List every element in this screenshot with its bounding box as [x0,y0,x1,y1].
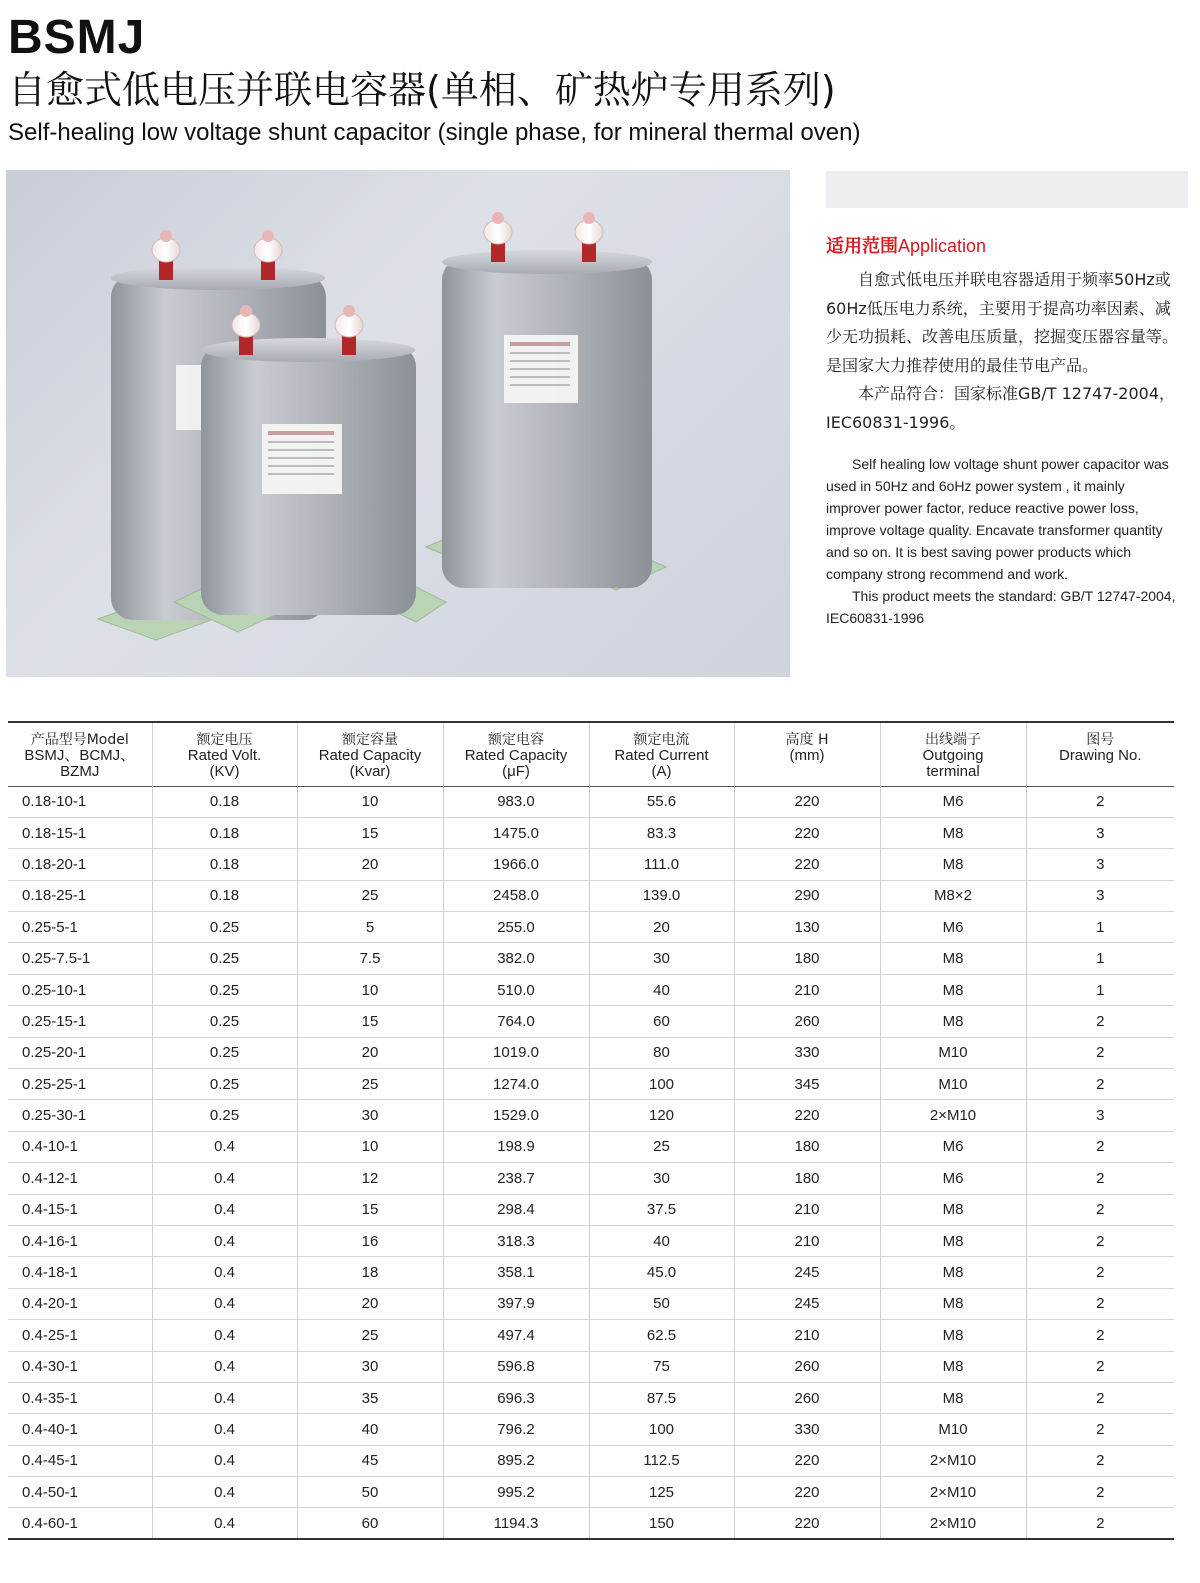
cell-model: 0.25-25-1 [8,1069,152,1100]
cell-rated-capacity-uf: 497.4 [443,1320,589,1351]
header-rated-current [589,722,734,786]
application-cn-paragraph-1: 自愈式低电压并联电容器适用于频率50Hz或60Hz低压电力系统，主要用于提高功率因素、减少无功损耗、改善电压质量，挖掘变压器容量等。是国家大力推荐使用的最佳节电产品。 [826,270,1179,375]
page-title-en: Self-healing low voltage shunt capacitor (single phase, for mineral thermal oven) [8,119,861,146]
cell-rated-current: 20 [589,912,734,943]
cell-model: 0.4-60-1 [8,1508,152,1539]
cell-outgoing-terminal: M10 [880,1069,1026,1100]
cell-drawing-no: 2 [1026,1194,1174,1225]
header-outgoing-terminal-line-3: terminal [926,763,980,780]
table-row [8,1508,1174,1539]
cell-outgoing-terminal: M8 [880,1194,1026,1225]
application-heading-en: Application [898,236,987,256]
cell-drawing-no: 1 [1026,943,1174,974]
cell-rated-volt: 0.25 [152,1069,297,1100]
cell-rated-capacity-kvar: 12 [297,1163,443,1194]
cell-outgoing-terminal: 2×M10 [880,1100,1026,1131]
cell-rated-current: 120 [589,1100,734,1131]
cell-rated-current: 111.0 [589,849,734,880]
cell-rated-current: 62.5 [589,1320,734,1351]
cell-outgoing-terminal: M6 [880,912,1026,943]
cell-rated-capacity-uf: 1966.0 [443,849,589,880]
header-outgoing-terminal-line-1: 出线端子 [925,732,981,748]
cell-rated-capacity-uf: 238.7 [443,1163,589,1194]
cell-rated-current: 100 [589,1069,734,1100]
cell-height: 220 [734,1508,880,1539]
cell-model: 0.4-35-1 [8,1382,152,1413]
cell-drawing-no: 2 [1026,1163,1174,1194]
header-rated-volt-line-2: Rated Volt. [187,747,262,764]
cell-rated-capacity-uf: 358.1 [443,1257,589,1288]
cell-rated-capacity-kvar: 15 [297,1006,443,1037]
application-cn-paragraph-2: 本产品符合：国家标准GB/T 12747-2004，IEC60831-1996。 [826,384,1176,432]
cell-drawing-no: 2 [1026,786,1174,817]
cell-rated-current: 50 [589,1288,734,1319]
cell-outgoing-terminal: 2×M10 [880,1477,1026,1508]
cell-drawing-no: 2 [1026,1382,1174,1413]
cell-rated-volt: 0.4 [152,1288,297,1319]
cell-rated-capacity-kvar: 20 [297,1288,443,1319]
cell-model: 0.4-10-1 [8,1131,152,1162]
cell-rated-capacity-uf: 983.0 [443,786,589,817]
cell-model: 0.25-20-1 [8,1037,152,1068]
header-drawing-no-line-1: 图号 [1086,732,1115,748]
header-rated-current-line-3: (A) [651,763,672,780]
cell-outgoing-terminal: M8 [880,974,1026,1005]
header-rated-capacity-uf-line-2: Rated Capacity [464,747,568,764]
cell-model: 0.4-16-1 [8,1225,152,1256]
cell-height: 220 [734,817,880,848]
cell-rated-capacity-kvar: 10 [297,1131,443,1162]
cell-rated-volt: 0.25 [152,1100,297,1131]
cell-rated-current: 150 [589,1508,734,1539]
cell-rated-capacity-kvar: 20 [297,1037,443,1068]
cell-rated-volt: 0.4 [152,1351,297,1382]
application-text-en [826,453,1178,629]
cell-rated-current: 37.5 [589,1194,734,1225]
cell-height: 260 [734,1006,880,1037]
cell-rated-volt: 0.18 [152,786,297,817]
cell-rated-capacity-kvar: 5 [297,912,443,943]
cell-rated-current: 40 [589,974,734,1005]
table-row [8,1414,1174,1445]
cell-rated-capacity-uf: 796.2 [443,1414,589,1445]
header-outgoing-terminal [880,722,1026,786]
cell-rated-capacity-kvar: 16 [297,1225,443,1256]
cell-model: 0.4-30-1 [8,1351,152,1382]
cell-rated-volt: 0.25 [152,912,297,943]
header-model-line-3: BZMJ [60,763,100,780]
cell-rated-volt: 0.4 [152,1131,297,1162]
cell-rated-current: 30 [589,943,734,974]
cell-rated-current: 80 [589,1037,734,1068]
cell-height: 180 [734,1163,880,1194]
header-model-line-1: 产品型号Model [30,732,129,748]
header-rated-volt-line-1: 额定电压 [196,732,253,748]
application-heading [826,232,986,258]
cell-model: 0.4-25-1 [8,1320,152,1351]
header-rated-capacity-uf-line-1: 额定电容 [488,732,544,748]
cell-rated-capacity-uf: 298.4 [443,1194,589,1225]
table-row [8,1037,1174,1068]
cell-rated-capacity-uf: 1274.0 [443,1069,589,1100]
cell-rated-capacity-kvar: 15 [297,817,443,848]
cell-model: 0.4-40-1 [8,1414,152,1445]
table-row [8,1257,1174,1288]
cell-drawing-no: 2 [1026,1257,1174,1288]
cell-outgoing-terminal: M8 [880,1006,1026,1037]
cell-rated-capacity-kvar: 7.5 [297,943,443,974]
page-title-cn: 自愈式低电压并联电容器(单相、矿热炉专用系列) [8,68,836,112]
table-row [8,1100,1174,1131]
table-row [8,1069,1174,1100]
cell-model: 0.4-18-1 [8,1257,152,1288]
cell-outgoing-terminal: M10 [880,1414,1026,1445]
cell-rated-current: 100 [589,1414,734,1445]
cell-rated-volt: 0.4 [152,1477,297,1508]
cell-rated-capacity-uf: 397.9 [443,1288,589,1319]
cell-outgoing-terminal: M6 [880,786,1026,817]
table-body [8,786,1174,1539]
cell-height: 220 [734,786,880,817]
cell-rated-volt: 0.18 [152,849,297,880]
application-text-cn [826,266,1178,437]
cell-outgoing-terminal: M10 [880,1037,1026,1068]
cell-model: 0.4-20-1 [8,1288,152,1319]
cell-drawing-no: 1 [1026,912,1174,943]
cell-rated-capacity-kvar: 50 [297,1477,443,1508]
cell-model: 0.18-20-1 [8,849,152,880]
cell-model: 0.4-15-1 [8,1194,152,1225]
cell-height: 210 [734,1194,880,1225]
cell-rated-capacity-uf: 1194.3 [443,1508,589,1539]
table-row [8,1382,1174,1413]
cell-height: 330 [734,1414,880,1445]
cell-height: 245 [734,1257,880,1288]
header-rated-volt-line-3: (KV) [209,763,240,780]
cell-rated-capacity-uf: 2458.0 [443,880,589,911]
table-row [8,1131,1174,1162]
cell-height: 290 [734,880,880,911]
table-row [8,1445,1174,1476]
header-model [8,722,152,786]
header-rated-current-line-1: 额定电流 [633,732,690,748]
cell-rated-current: 75 [589,1351,734,1382]
cell-rated-volt: 0.4 [152,1163,297,1194]
capacitor-front [174,305,446,632]
cell-height: 210 [734,1320,880,1351]
cell-rated-capacity-uf: 255.0 [443,912,589,943]
table-row [8,1163,1174,1194]
application-heading-cn: 适用范围 [826,236,898,257]
cell-drawing-no: 2 [1026,1508,1174,1539]
cell-rated-capacity-kvar: 10 [297,974,443,1005]
application-en-paragraph-2: This product meets the standard: GB/T 12747-2004, [852,588,1176,604]
cell-rated-capacity-uf: 1475.0 [443,817,589,848]
cell-model: 0.18-10-1 [8,786,152,817]
cell-drawing-no: 2 [1026,1288,1174,1319]
header-model-line-2: BSMJ、BCMJ、 [24,747,136,764]
cell-rated-volt: 0.25 [152,943,297,974]
table-row [8,880,1174,911]
cell-rated-capacity-kvar: 40 [297,1414,443,1445]
cell-model: 0.4-45-1 [8,1445,152,1476]
brand-name: BSMJ [8,11,146,64]
cell-rated-volt: 0.4 [152,1257,297,1288]
cell-rated-volt: 0.18 [152,817,297,848]
cell-drawing-no: 3 [1026,880,1174,911]
cell-rated-current: 83.3 [589,817,734,848]
cell-rated-capacity-kvar: 18 [297,1257,443,1288]
table-row [8,786,1174,817]
cell-outgoing-terminal: M8 [880,943,1026,974]
cell-rated-capacity-kvar: 25 [297,1069,443,1100]
cell-model: 0.25-10-1 [8,974,152,1005]
application-en-paragraph-1: Self healing low voltage shunt power capacitor was used in 50Hz and 6oHz power system , it mainly improver power factor, reduce reactive power loss, improve voltage quality. Encavate transformer quantity and so on. It is best saving power products which company strong recommend and work. [826,456,1169,582]
cell-rated-capacity-kvar: 60 [297,1508,443,1539]
header-height-line-1: 高度 H [785,732,829,748]
cell-model: 0.25-5-1 [8,912,152,943]
cell-rated-volt: 0.4 [152,1320,297,1351]
table-row [8,1320,1174,1351]
cell-rated-current: 87.5 [589,1382,734,1413]
header-drawing-no-line-2: Drawing No. [1058,747,1142,764]
cell-rated-current: 112.5 [589,1445,734,1476]
cell-height: 180 [734,1131,880,1162]
capacitor-illustration [6,170,790,677]
header-rated-capacity-kvar-line-1: 额定容量 [342,732,398,748]
cell-height: 220 [734,849,880,880]
cell-rated-volt: 0.25 [152,1006,297,1037]
cell-height: 220 [734,1100,880,1131]
cell-height: 260 [734,1382,880,1413]
cell-rated-volt: 0.18 [152,880,297,911]
cell-outgoing-terminal: M8 [880,817,1026,848]
cell-rated-volt: 0.4 [152,1414,297,1445]
cell-model: 0.18-15-1 [8,817,152,848]
table-row [8,1288,1174,1319]
cell-outgoing-terminal: M8 [880,1382,1026,1413]
table-row [8,974,1174,1005]
cell-rated-capacity-uf: 596.8 [443,1351,589,1382]
header-height-line-2: (mm) [789,747,825,764]
cell-outgoing-terminal: M8 [880,1351,1026,1382]
cell-height: 260 [734,1351,880,1382]
header-rated-capacity-uf [443,722,589,786]
cell-rated-current: 45.0 [589,1257,734,1288]
cell-rated-current: 30 [589,1163,734,1194]
header-height [734,722,880,786]
header-drawing-no [1026,722,1174,786]
cell-rated-volt: 0.25 [152,1037,297,1068]
cell-height: 220 [734,1445,880,1476]
cell-drawing-no: 2 [1026,1414,1174,1445]
cell-rated-volt: 0.4 [152,1445,297,1476]
cell-rated-capacity-uf: 1529.0 [443,1100,589,1131]
application-en-paragraph-3: IEC60831-1996 [826,610,925,626]
cell-drawing-no: 2 [1026,1445,1174,1476]
cell-rated-capacity-uf: 895.2 [443,1445,589,1476]
cell-rated-volt: 0.4 [152,1194,297,1225]
cell-rated-current: 125 [589,1477,734,1508]
table-row [8,943,1174,974]
cell-drawing-no: 2 [1026,1006,1174,1037]
cell-model: 0.4-50-1 [8,1477,152,1508]
table-row [8,849,1174,880]
cell-model: 0.4-12-1 [8,1163,152,1194]
table-row [8,1351,1174,1382]
cell-outgoing-terminal: M8 [880,1288,1026,1319]
cell-model: 0.25-7.5-1 [8,943,152,974]
header-rated-capacity-kvar-line-3: (Kvar) [349,763,391,780]
table-row [8,817,1174,848]
cell-rated-capacity-kvar: 30 [297,1351,443,1382]
cell-rated-capacity-kvar: 30 [297,1100,443,1131]
cell-height: 220 [734,1477,880,1508]
table-header-row [8,722,1174,786]
cell-drawing-no: 3 [1026,849,1174,880]
header-rated-current-line-2: Rated Current [614,747,709,764]
cell-rated-capacity-kvar: 10 [297,786,443,817]
cell-rated-current: 25 [589,1131,734,1162]
cell-rated-capacity-uf: 1019.0 [443,1037,589,1068]
cell-outgoing-terminal: 2×M10 [880,1445,1026,1476]
cell-rated-capacity-uf: 764.0 [443,1006,589,1037]
header-rated-capacity-kvar-line-2: Rated Capacity [318,747,422,764]
cell-rated-current: 40 [589,1225,734,1256]
cell-height: 245 [734,1288,880,1319]
cell-height: 210 [734,974,880,1005]
cell-drawing-no: 2 [1026,1320,1174,1351]
cell-outgoing-terminal: M8 [880,1225,1026,1256]
cell-rated-current: 139.0 [589,880,734,911]
cell-rated-current: 55.6 [589,786,734,817]
spec-table [8,721,1174,1540]
cell-rated-capacity-uf: 318.3 [443,1225,589,1256]
cell-model: 0.18-25-1 [8,880,152,911]
cell-model: 0.25-30-1 [8,1100,152,1131]
table-row [8,1477,1174,1508]
cell-rated-volt: 0.4 [152,1382,297,1413]
cell-height: 345 [734,1069,880,1100]
product-photo [6,170,790,677]
cell-rated-volt: 0.4 [152,1508,297,1539]
cell-drawing-no: 3 [1026,817,1174,848]
cell-drawing-no: 2 [1026,1477,1174,1508]
cell-rated-capacity-kvar: 45 [297,1445,443,1476]
cell-height: 330 [734,1037,880,1068]
cell-rated-capacity-kvar: 35 [297,1382,443,1413]
cell-drawing-no: 2 [1026,1131,1174,1162]
table-row [8,1225,1174,1256]
cell-drawing-no: 2 [1026,1069,1174,1100]
cell-height: 180 [734,943,880,974]
header-rated-capacity-uf-line-3: (μF) [502,763,530,780]
cell-drawing-no: 2 [1026,1037,1174,1068]
cell-rated-volt: 0.25 [152,974,297,1005]
cell-drawing-no: 1 [1026,974,1174,1005]
cell-outgoing-terminal: M8 [880,1320,1026,1351]
table-row [8,1194,1174,1225]
cell-outgoing-terminal: M8×2 [880,880,1026,911]
cell-rated-capacity-uf: 198.9 [443,1131,589,1162]
cell-outgoing-terminal: 2×M10 [880,1508,1026,1539]
cell-height: 130 [734,912,880,943]
header-rated-capacity-kvar [297,722,443,786]
cell-rated-capacity-kvar: 20 [297,849,443,880]
cell-rated-capacity-kvar: 15 [297,1194,443,1225]
cell-rated-volt: 0.4 [152,1225,297,1256]
cell-height: 210 [734,1225,880,1256]
spec-table-wrapper [8,721,1174,1540]
cell-outgoing-terminal: M6 [880,1163,1026,1194]
cell-outgoing-terminal: M8 [880,1257,1026,1288]
cell-rated-capacity-uf: 382.0 [443,943,589,974]
cell-outgoing-terminal: M6 [880,1131,1026,1162]
cell-rated-capacity-uf: 696.3 [443,1382,589,1413]
capacitor-back-right [426,212,666,590]
cell-drawing-no: 3 [1026,1100,1174,1131]
cell-rated-capacity-uf: 995.2 [443,1477,589,1508]
side-header-bar [826,171,1188,208]
header-rated-volt [152,722,297,786]
cell-rated-capacity-uf: 510.0 [443,974,589,1005]
cell-model: 0.25-15-1 [8,1006,152,1037]
cell-rated-capacity-kvar: 25 [297,1320,443,1351]
table-row [8,912,1174,943]
cell-rated-capacity-kvar: 25 [297,880,443,911]
header-outgoing-terminal-line-2: Outgoing [922,747,984,764]
table-row [8,1006,1174,1037]
cell-drawing-no: 2 [1026,1225,1174,1256]
cell-outgoing-terminal: M8 [880,849,1026,880]
cell-rated-current: 60 [589,1006,734,1037]
cell-drawing-no: 2 [1026,1351,1174,1382]
